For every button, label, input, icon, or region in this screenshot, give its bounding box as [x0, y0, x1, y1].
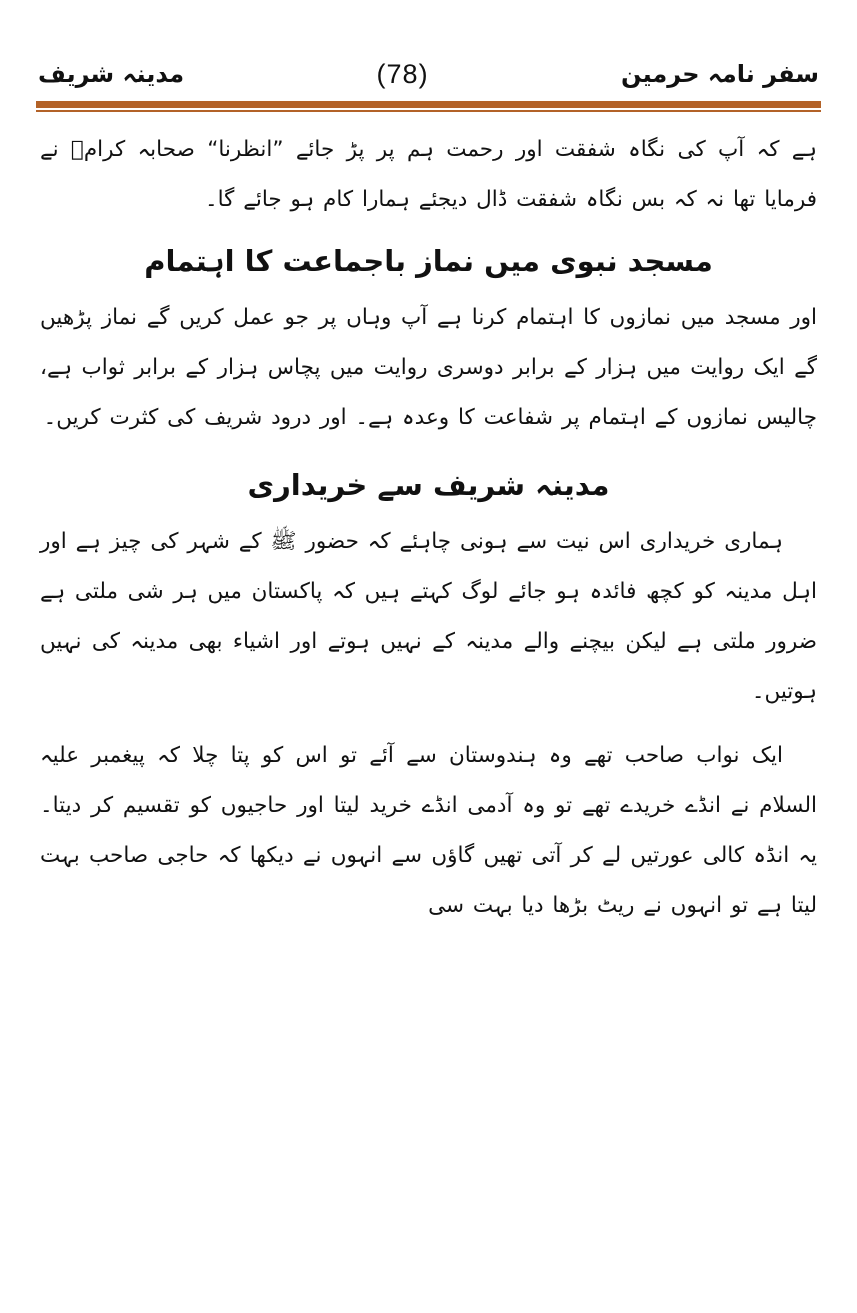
header-book-title: سفر نامہ حرمین [621, 60, 819, 88]
paragraph-nawab-story: ایک نواب صاحب تھے وہ ہندوستان سے آئے تو اس کو پتا چلا کہ پیغمبر علیہ السلام نے انڈے خریدے تھے تو وہ آدمی انڈے خرید لیتا اور حاجیوں کو تقسیم کر دیتا۔ یہ انڈہ کالی عورتیں لے کر آتی تھیں گاؤں سے انہوں نے دیکھا کہ حاجی صاحب بہت لیتا ہے تو انہوں نے ریٹ بڑھا دیا بہت سی [40, 743, 817, 918]
header-divider-thin [36, 110, 821, 112]
section-heading-shopping: مدینہ شریف سے خریداری [247, 468, 610, 502]
paragraph-shopping: ہماری خریداری اس نیت سے ہونی چاہئے کہ حضور ﷺ کے شہر کی چیز ہے اور اہل مدینہ کو کچھ فائدہ ہو جائے لوگ کہتے ہیں کہ پاکستان میں ہر شی ملتی ہے ضرور ملتی ہے لیکن بیچنے والے مدینہ کے نہیں ہوتے اور اشیاء بھی مدینہ کی نہیں ہوتیں۔ [40, 529, 817, 704]
page-body [40, 125, 817, 931]
running-header [38, 52, 819, 96]
header-divider-thick [36, 101, 821, 108]
header-section-title: مدینہ شریف [38, 60, 185, 88]
paragraph-continuation: ہے کہ آپ کی نگاہ شفقت اور رحمت ہم پر پڑ جائے ”انظرنا“ صحابہ کرامؓ نے فرمایا تھا نہ کہ بس نگاہ شفقت ڈال دیجئے ہمارا کام ہو جائے گا۔ [40, 137, 817, 212]
section-heading-masjid-nabawi: مسجد نبوی میں نماز باجماعت کا اہتمام [144, 244, 713, 278]
paragraph-masjid-nabawi: اور مسجد میں نمازوں کا اہتمام کرنا ہے آپ وہاں پر جو عمل کریں گے نماز پڑھیں گے ایک روایت میں ہزار کے برابر دوسری روایت میں پچاس ہزار کے برابر ثواب ہے، چالیس نمازوں کے اہتمام پر شفاعت کا وعدہ ہے۔ اور درود شریف کی کثرت کریں۔ [40, 305, 817, 430]
page-number: (78) [376, 58, 429, 89]
